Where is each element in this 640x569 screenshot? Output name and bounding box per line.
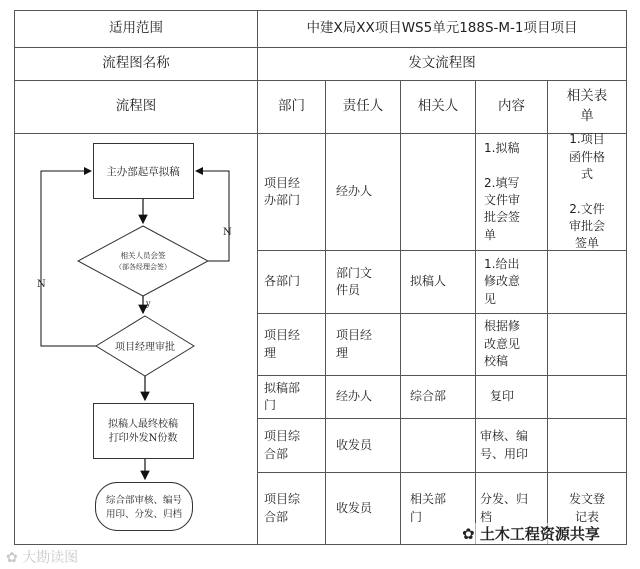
- flow-countersign-line2: （部各经理会签）: [115, 263, 171, 271]
- row-forms: 发文登 记表: [568, 492, 605, 524]
- flow-review-label: 项目经理审批: [115, 342, 175, 353]
- flow-label-n-right: N: [223, 227, 232, 238]
- col-header-forms: 相关表 单: [566, 88, 608, 124]
- row-owner: 经办人: [336, 389, 373, 404]
- row-department: 项目综 合部: [264, 429, 301, 461]
- row-content: 1.给出 修改意 见: [484, 256, 521, 306]
- col-header-department: 部门: [278, 98, 305, 115]
- row-related: 综合部: [410, 389, 447, 404]
- row-department: 项目经 理: [264, 328, 301, 360]
- flow-start-label: 主办部起草拟稿: [106, 166, 180, 178]
- row-owner: 收发员: [336, 500, 373, 515]
- flow-label-n-left: N: [37, 279, 46, 290]
- row-owner: 经办人: [336, 184, 373, 199]
- flow-countersign-line1: 相关人员会签: [120, 251, 166, 260]
- row-owner: 部门文 件员: [336, 265, 373, 297]
- row-department: 项目综 合部: [264, 492, 301, 524]
- row-content: 审核、编 号、用印: [480, 429, 529, 461]
- row-forms: 1.项目 函件格 式 2.文件 审批会 签单: [568, 132, 605, 251]
- flow-final-box: [94, 404, 194, 459]
- flow-loop-right: [196, 171, 229, 261]
- row-department: 各部门: [264, 274, 301, 289]
- flow-final-line1: 拟稿人最终校稿: [108, 419, 178, 430]
- wechat-icon: ✿: [462, 525, 475, 543]
- flowchart-name-label: 流程图名称: [102, 55, 170, 72]
- row-content: 1.拟稿 2.填写 文件审 批会签 单: [484, 140, 521, 242]
- scope-value: 中建X局XX项目WS5单元188S-M-1项目项目: [306, 20, 578, 37]
- row-related: 拟稿人: [410, 274, 447, 289]
- col-header-content: 内容: [498, 98, 525, 115]
- watermark-right: [462, 523, 600, 544]
- watermark-left-text: 大勘读图: [22, 550, 79, 566]
- scope-label: 适用范围: [109, 20, 163, 37]
- row-content: 复印: [490, 389, 515, 404]
- flow-end-line2: 用印、分发、归档: [105, 509, 183, 520]
- row-department: 项目经 办部门: [264, 175, 301, 207]
- flow-final-line2: 打印外发N份数: [108, 433, 178, 444]
- row-content: 根据修 改意见 校稿: [484, 319, 521, 369]
- flow-end-box: [96, 483, 193, 531]
- row-owner: 收发员: [336, 437, 373, 452]
- row-owner: 项目经 理: [336, 328, 373, 360]
- row-department: 拟稿部 门: [264, 380, 301, 412]
- row-related: 相关部 门: [410, 492, 447, 524]
- watermark-right-text: 土木工程资源共享: [479, 525, 600, 543]
- col-header-owner: 责任人: [342, 98, 384, 115]
- watermark-left: [6, 547, 78, 567]
- flowchart-name-value: 发文流程图: [408, 55, 476, 72]
- col-header-flowchart: 流程图: [115, 98, 157, 115]
- flow-end-line1: 综合部审核、编号: [105, 495, 183, 506]
- col-header-related: 相关人: [417, 98, 459, 115]
- row-content: 分发、归 档: [480, 492, 529, 524]
- flow-countersign-diamond: [78, 226, 208, 296]
- wechat-icon: ✿: [6, 550, 18, 566]
- flow-y-mark: y: [146, 299, 151, 308]
